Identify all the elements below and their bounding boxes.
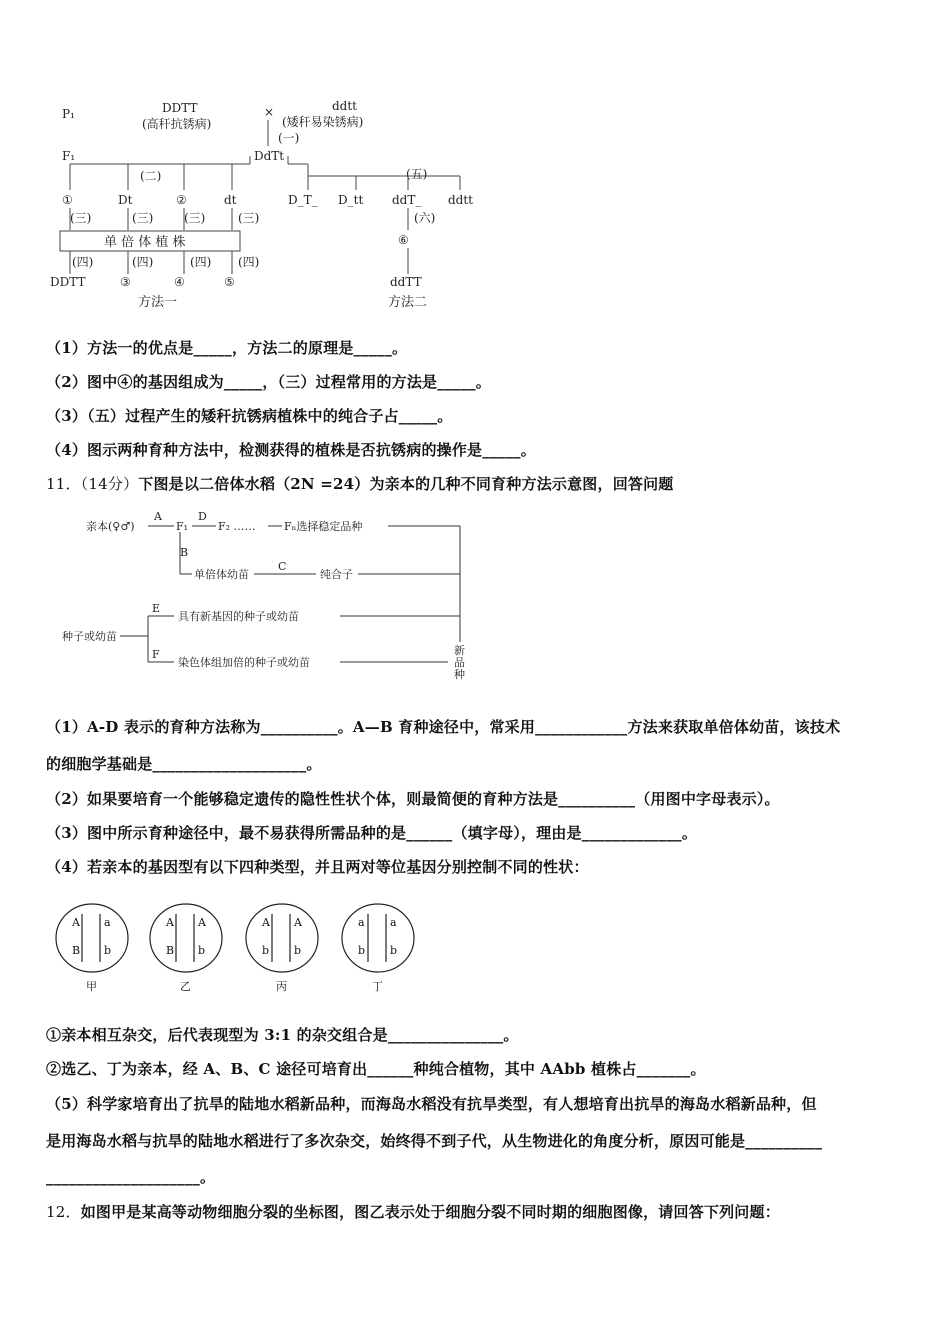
step-3-label: (三) [184,211,206,225]
q11-part5-cont2: ____________________。 [46,1168,216,1186]
path-d-label: D [198,510,207,523]
parent1-desc: (高秆抗锈病) [142,117,212,131]
path-f-label: F [152,648,160,661]
gene-label: b [104,944,112,957]
breeding-diagram-2 [58,508,478,688]
gamete-4: dt [224,193,237,207]
f1-label: F₁ [62,149,76,163]
gene-label: A [72,916,80,929]
gamete-2: Dt [118,193,133,207]
gene-label: b [358,944,366,957]
step-3-label: (三) [238,211,260,225]
path-c-label: C [278,560,287,573]
haploid-node: 单倍体幼苗 [194,568,249,581]
step-3-label: (三) [132,211,154,225]
q11-part2: （2）如果要培育一个能够稳定遗传的隐性性状个体，则最简便的育种方法是__________（用图中字母表示）。 [46,790,780,808]
step-4-label: (四) [72,255,94,269]
path-e-label: E [152,602,161,615]
parent1-genotype: DDTT [162,101,198,115]
gene-label: a [390,916,397,929]
q11-part5: （5）科学家培育出了抗旱的陆地水稻新品种，而海岛水稻没有抗旱类型，有人想培育出抗旱的海岛水稻新品种，但 [46,1095,817,1113]
cell-label: 丙 [276,980,287,993]
path-a-label: A [154,510,162,523]
step-3-label: (三) [70,211,92,225]
p1-label: P₁ [62,107,75,121]
result-ddtt: ddTT [390,275,422,289]
gene-label: a [358,916,365,929]
result-2: ③ [120,275,131,289]
cell-yi [150,904,222,993]
method-1-label: 方法一 [138,295,178,310]
fn-node: Fₙ选择稳定品种 [284,520,363,533]
cell-label: 甲 [86,980,97,993]
q12-number: 12． [46,1203,81,1221]
q11-part1: （1）A-D 表示的育种方法称为__________。A—B 育种途径中，常采用____________方法来获取单倍体幼苗，该技术 [46,718,841,736]
f1-genotype: DdTt [254,149,285,163]
q11-part1-cont: 的细胞学基础是____________________。 [46,755,322,773]
gamete-3: ② [176,193,187,207]
step-2-label: (二) [140,169,162,183]
parent-label: 亲本(♀♂) [86,520,135,533]
seed-node: 种子或幼苗 [62,630,117,643]
f2-type-2: D_tt [338,193,364,207]
q11-part3: （3）图中所示育种途径中，最不易获得所需品种的是______（填字母），理由是_____________。 [46,824,698,842]
new-variety-char: 品 [454,656,465,669]
pure-node: 纯合子 [320,568,353,581]
new-variety-char: 种 [454,668,465,681]
gene-label: A [262,916,270,929]
cell-label: 丁 [372,980,383,993]
f2-type-3: ddT_ [392,193,422,207]
result-3: ④ [174,275,185,289]
gene-label: B [166,944,175,957]
cell-bing [246,904,318,993]
q11-heading [46,473,674,494]
q10-part2: （2）图中④的基因组成为_____，（三）过程常用的方法是_____。 [46,373,491,391]
f2-type-4: ddtt [448,193,474,207]
haploid-plant-label: 单 倍 体 植 株 [104,235,186,250]
path-b-label: B [180,546,189,559]
q10-part3: （3）（五）过程产生的矮秆抗锈病植株中的纯合子占_____。 [46,407,453,425]
gene-label: A [294,916,302,929]
q11-title: 下图是以二倍体水稻（2N =24）为亲本的几种不同育种方法示意图，回答问题 [138,475,674,493]
new-variety-char: 新 [454,644,465,657]
parent2-genotype: ddtt [332,99,358,113]
q10-part1: （1）方法一的优点是_____，方法二的原理是_____。 [46,339,408,357]
six-circle: ⑥ [398,233,409,247]
q11-number: 11．（14分） [46,475,139,493]
step-1-label: (一) [278,131,300,145]
gene-label: a [104,916,111,929]
gene-label: B [72,944,81,957]
parent2-desc: (矮秆易染锈病) [282,115,364,129]
breeding-diagram-1 [50,98,480,313]
gamete-1: ① [62,193,73,207]
q11-part5-cont: 是用海岛水稻与抗旱的陆地水稻进行了多次杂交，始终得不到子代，从生物进化的角度分析，原因可能是__________ [46,1132,823,1150]
method-2-label: 方法二 [388,295,428,310]
step-6-label: (六) [414,211,436,225]
q10-part4: （4）图示两种育种方法中，检测获得的植株是否抗锈病的操作是_____。 [46,441,536,459]
step-4-label: (四) [132,255,154,269]
q11-sub1: ①亲本相互杂交，后代表现型为 3:1 的杂交组合是_______________。 [46,1026,519,1044]
cell-jia [56,904,128,993]
cell-label: 乙 [180,980,191,993]
q12-title: 如图甲是某高等动物细胞分裂的坐标图，图乙表示处于细胞分裂不同时期的细胞图像，请回答下列问题： [80,1203,780,1221]
f2-type-1: D_T_ [288,193,318,207]
result-1: DDTT [50,275,86,289]
gene-label: b [198,944,206,957]
gene-label: b [262,944,270,957]
f2-node: F₂ …… [218,520,256,533]
q12-heading [46,1201,780,1222]
result-4: ⑤ [224,275,235,289]
gene-label: b [294,944,302,957]
q11-sub2: ②选乙、丁为亲本，经 A、B、C 途径可培育出______种纯合植物，其中 AAbb 植株占_______。 [46,1060,706,1078]
q11-part4: （4）若亲本的基因型有以下四种类型，并且两对等位基因分别控制不同的性状： [46,858,589,876]
gene-label: A [166,916,174,929]
cross-symbol: × [264,105,275,119]
step-4-label: (四) [190,255,212,269]
step-5-label: (五) [406,167,428,181]
doubled-node: 染色体组加倍的种子或幼苗 [178,656,310,669]
gene-label: A [198,916,206,929]
f1-node: F₁ [176,520,189,533]
cell-diagrams [52,896,432,996]
step-4-label: (四) [238,255,260,269]
gene-label: b [390,944,398,957]
newgene-node: 具有新基因的种子或幼苗 [178,610,299,623]
cell-ding [342,904,414,993]
